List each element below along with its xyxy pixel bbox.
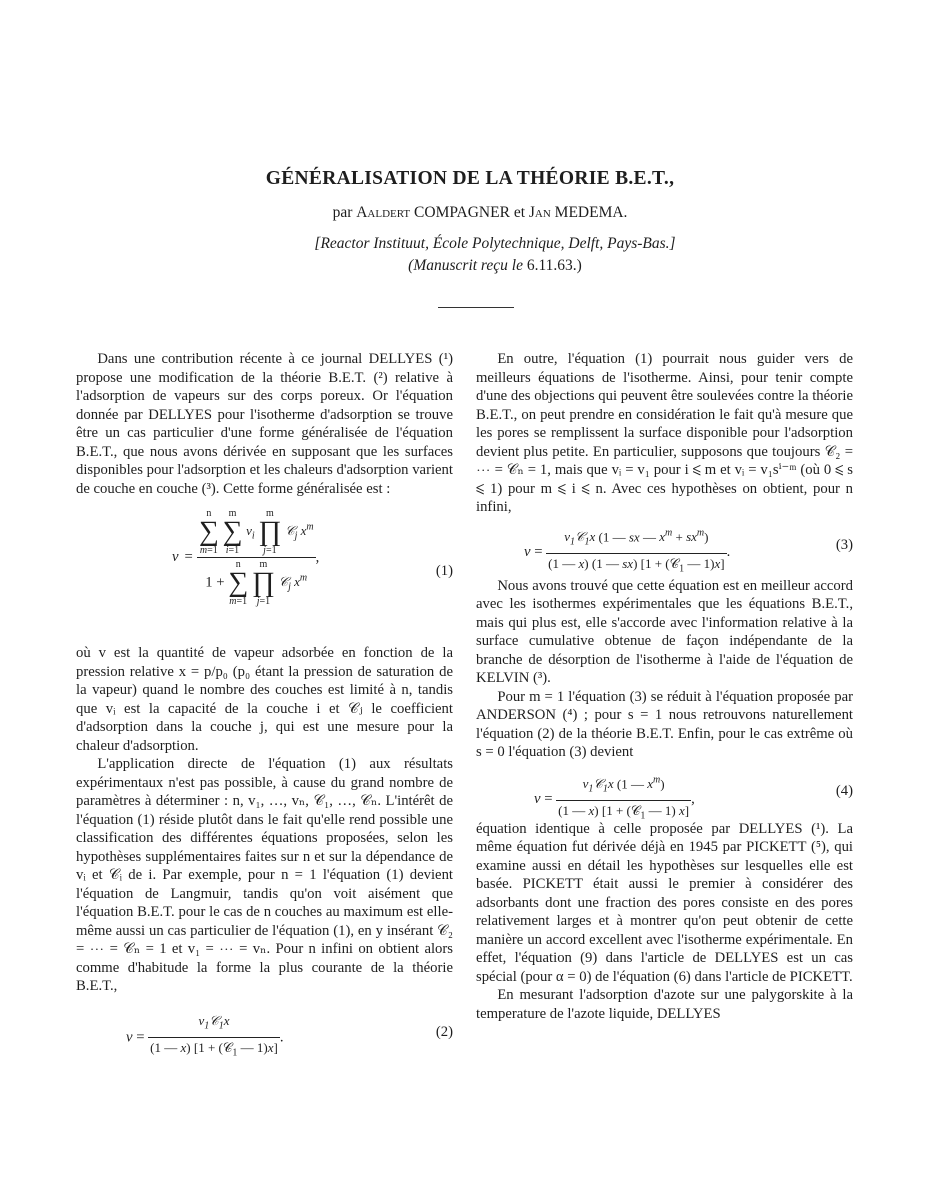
equation-4-formula: v = $\frac{v_1𝒞_1x (1 — x^m)}{(1 — x) [1 + (𝒞_1 — 1) x]}$ , bbox=[534, 772, 695, 827]
affiliation: [Reactor Instituut, École Polytechnique, Delft, Pays-Bas.] bbox=[314, 235, 676, 252]
received-label: (Manuscrit reçu le bbox=[408, 257, 523, 274]
equation-2-formula: v = $\frac{v_1𝒞_1x}{(1 — x) [1 + (𝒞_1 — 1)x]}$ . bbox=[126, 1012, 284, 1059]
equation-1-formula: v = n ∑ m=1 m ∑ i=1 $v_i$ m ∏ j=1 𝒞$_j$ $x^m$ 1 + n ∑ m=1 m ∏ j=1 𝒞$_j$ $x^m$ , bbox=[172, 508, 320, 607]
received-line bbox=[60, 255, 930, 277]
byline bbox=[30, 204, 930, 222]
equation-4-number: (4) bbox=[835, 782, 853, 799]
byline-et: et bbox=[513, 204, 525, 221]
right-paragraph-4: équation identique à celle proposée par DELLYES (¹). La même équation fut dérivée déjà en 1945 par PICKETT (⁵), qui examine aussi en détail les hypothèses sur lesquelles elle est basée. PICKETT était aussi le premier à considérer des adsorbants dont une fraction des pores consiste en des pores relativement larges et à montrer qu'on peut obtenir de cette manière un accord excellent avec l'isotherme expérimentale. En effet, l'équation (9) dans l'article de DELLYES est un cas spécial (pour α = 0) de l'équation (6) dans l'article de PICKETT. bbox=[476, 820, 853, 985]
equation-2-number: (2) bbox=[435, 1023, 453, 1040]
author-1-last-name: COMPAGNER bbox=[414, 204, 510, 221]
article-title: GÉNÉRALISATION DE LA THÉORIE B.E.T., bbox=[265, 168, 675, 189]
title-divider bbox=[438, 307, 514, 308]
equation-2 bbox=[76, 1006, 453, 1058]
right-paragraph-2: Nous avons trouvé que cette équation est en meilleur accord avec les isothermes expérimentales que les équations B.E.T., mais qui plus est, elle s'accorde avec l'information relative à la surface cumulative obtenue de façon indépendante de la branche de désorption de l'isotherme à l'aide de l'équation de KELVIN (³). bbox=[476, 577, 853, 686]
equation-4 bbox=[476, 768, 853, 822]
equation-3-formula: v = $\frac{v_1𝒞_1x (1 — sx — x^m + sx^m)}{(1 — x) (1 — sx) [1 + (𝒞_1 — 1)x]}$ . bbox=[524, 525, 730, 580]
article-header bbox=[0, 168, 930, 277]
received-date: 6.11.63.) bbox=[526, 257, 582, 274]
author-2-first-name: Jan bbox=[528, 204, 551, 221]
affiliation-block bbox=[60, 233, 930, 277]
author-1-first-name: Aaldert bbox=[356, 204, 411, 221]
left-column bbox=[76, 350, 453, 1064]
equation-3 bbox=[476, 523, 853, 575]
equation-1 bbox=[76, 504, 453, 638]
author-2-last-name: MEDEMA. bbox=[554, 204, 628, 221]
equation-3-number: (3) bbox=[835, 536, 853, 553]
left-paragraph-1: Dans une contribution récente à ce journal DELLYES (¹) propose une modification de la théorie B.E.T. (²) relative à l'adsorption de vapeurs sur des corps poreux. Or l'équation donnée par DELLYES pour l'isotherme d'adsorption se trouve être un cas particulier d'une forme généralisée de l'équation B.E.T., que nous avons dérivée en supposant que les surfaces disponibles pour l'adsorption et les chaleurs d'adsorption varient de couche en couche (³). Cette forme généralisée est : bbox=[76, 351, 453, 497]
byline-par: par bbox=[332, 204, 353, 221]
right-column bbox=[476, 350, 853, 1023]
left-paragraph-2: où v est la quantité de vapeur adsorbée en fonction de la pression relative x = p/p₀ (p₀ étant la pression de saturation de la vapeur) quand le nombre des couches est limité à n, tandis que vᵢ est la capacité de la couche i et 𝒞ⱼ le coefficient d'adsorption dans la couche j, qui est une mesure pour la chaleur d'adsorption. bbox=[76, 645, 453, 754]
equation-1-number: (1) bbox=[435, 562, 453, 579]
right-paragraph-3: Pour m = 1 l'équation (3) se réduit à l'équation proposée par ANDERSON (⁴) ; pour s = 1 nous retrouvons naturellement l'équation (2) de la théorie B.E.T. Enfin, pour le cas extrême où s = 0 l'équation (3) devient bbox=[476, 688, 853, 760]
right-paragraph-5: En mesurant l'adsorption d'azote sur une palygorskite à la temperature de l'azote liquide, DELLYES bbox=[476, 987, 853, 1022]
left-paragraph-3: L'application directe de l'équation (1) aux résultats expérimentaux n'est pas possible, à cause du grand nombre de paramètres à déterminer : n, v₁, …, vₙ, 𝒞₁, …, 𝒞ₙ. L'intérêt de l'équation (1) réside plutôt dans le fait qu'elle rend possible une classification des différentes équations proposées, selon les hypothèses supplémentaires faites sur n et sur la dépendance de vᵢ et 𝒞ᵢ de i. Par exemple, pour n = 1 l'équation (1) devient l'équation de Langmuir, tandis qu'on voit aisément que l'équation B.E.T. pour le cas de n couches au maximum est elle-même aussi un cas particulier de l'équation (1), en y insérant 𝒞₂ = ⋯ = 𝒞ₙ = 1 et v₁ = ⋯ = vₙ. Pour n infini on obtient alors comme d'habitude la forme la plus courante de la théorie B.E.T., bbox=[76, 756, 453, 994]
right-paragraph-1: En outre, l'équation (1) pourrait nous guider vers de meilleurs équations de l'isotherme. Ainsi, pour tenir compte d'une des objections qui peuvent être soulevées contre la théorie B.E.T., on peut prendre en considération le fait qu'à mesure que les pores se remplissent la surface disponible pour l'adsorption devient plus petite. En particulier, supposons que toujours 𝒞₂ = ⋯ = 𝒞ₙ = 1, mais que vᵢ = v₁ pour i ⩽ m et vᵢ = v₁sⁱ⁻ᵐ (où 0 ⩽ s ⩽ 1) pour m ⩽ i ⩽ n. Avec ces hypothèses on obtient, pour n infini, bbox=[476, 351, 853, 515]
